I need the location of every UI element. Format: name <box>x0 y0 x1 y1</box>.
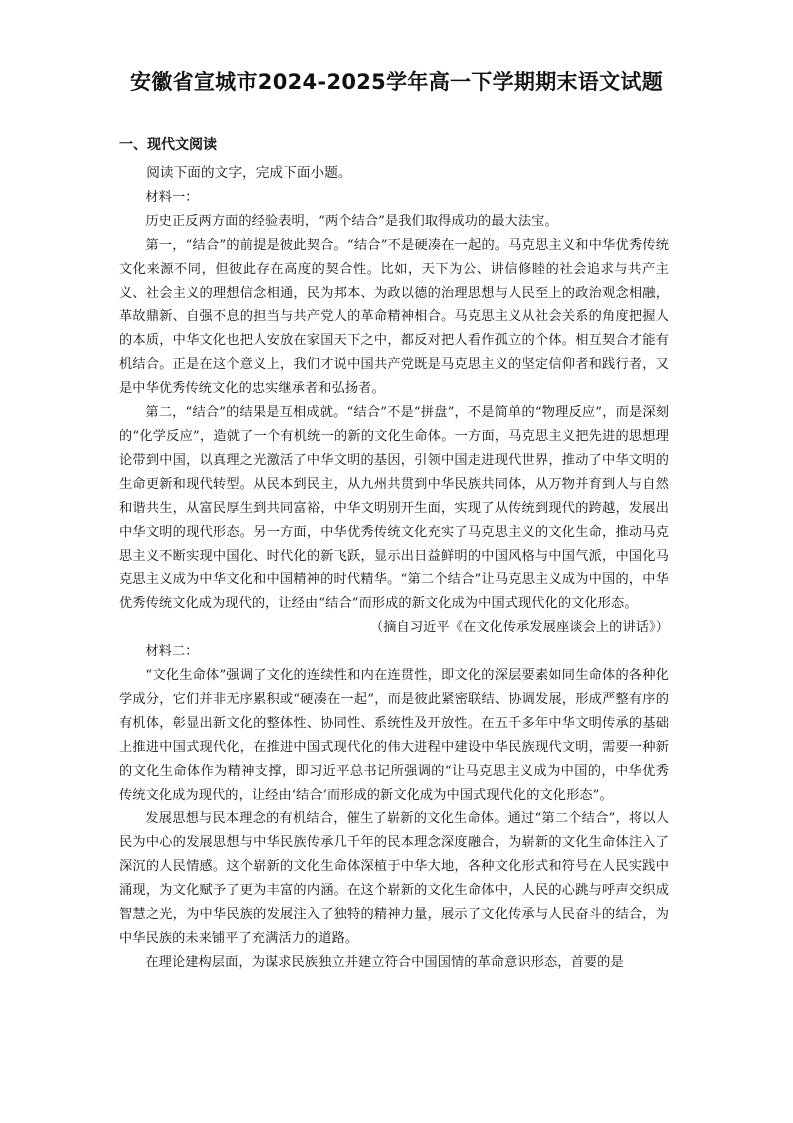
material-2-label: 材料二： <box>145 644 199 660</box>
material-2-paragraph: 发展思想与民本理念的有机结合，催生了崭新的文化生命体。通过“第二个结合”，将以人民为中心的发展思想与中华民族传承几千年的民本理念深度融合，为崭新的文化生命体注入了深沉的人民情感。这个崭新的文化生命体深植于中华大地，各种文化形式和符号在人民实践中涌现，为文化赋予了更为丰富的内涵。在这个崭新的文化生命体中，人民的心跳与呼声交织成智慧之光，为中华民族的发展注入了独特的精神力量，展示了文化传承与人民奋斗的结合，为中华民族的未来铺平了充满活力的道路。 <box>119 811 669 946</box>
instruction-text: 阅读下面的文字，完成下面小题。 <box>146 165 352 181</box>
material-1-paragraph: 第一，“结合”的前提是彼此契合。“结合”不是硬凑在一起的。马克思主义和中华优秀传统文化来源不同，但彼此存在高度的契合性。比如，天下为公、讲信修睦的社会追求与共产主义、社会主义的理想信念相通，民为邦本、为政以德的治理思想与人民至上的政治观念相融，革故鼎新、自强不息的担当与共产党人的革命精神相合。马克思主义从社会关系的角度把握人的本质，中华文化也把人安放在家国天下之中，都反对把人看作孤立的个体。相互契合才能有机结合。正是在这个意义上，我们才说中国共产党既是马克思主义的坚定信仰者和践行者，又是中华优秀传统文化的忠实继承者和弘扬者。 <box>119 237 669 397</box>
material-2-paragraph: “文化生命体”强调了文化的连续性和内在连贯性，即文化的深层要素如同生命体的各种化学成分，它们并非无序累积或“硬凑在一起”，而是彼此紧密联结、协调发展，形成严整有序的有机体，彰显出新文化的整体性、协同性、系统性及开放性。在五千多年中华文明传承的基础上推进中国式现代化，在推进中国式现代化的伟大进程中建设中华民族现代文明，需要一种新的文化生命体作为精神支撑，即习近平总书记所强调的“让马克思主义成为中国的，中华优秀传统文化成为现代的，让经由‘结合’而形成的新文化成为中国式现代化的文化形态”。 <box>119 668 669 803</box>
reading-passage <box>119 162 669 975</box>
material-1-source: （摘自习近平《在文化传承发展座谈会上的讲话》） <box>369 620 669 636</box>
material-1-label: 材料一： <box>145 189 199 205</box>
page-title: 安徽省宣城市2024-2025学年高一下学期期末语文试题 <box>129 70 663 94</box>
material-1-paragraph: 第二，“结合”的结果是互相成就。“结合”不是“拼盘”，不是简单的“物理反应”，而是深刻的“化学反应”，造就了一个有机统一的新的文化生命体。一方面，马克思主义把先进的思想理论带到中国，以真理之光激活了中华文明的基因，引领中国走进现代世界，推动了中华文明的生命更新和现代转型。从民本到民主，从九州共贯到中华民族共同体，从万物并育到人与自然和谐共生，从富民厚生到共同富裕，中华文明别开生面，实现了从传统到现代的跨越，发展出中华文明的现代形态。另一方面，中华优秀传统文化充实了马克思主义的文化生命，推动马克思主义不断实现中国化、时代化的新飞跃，显示出日益鲜明的中国风格与中国气派，中国化马克思主义成为中华文化和中国精神的时代精华。“第二个结合”让马克思主义成为中国的，中华优秀传统文化成为现代的，让经由“结合”而形成的新文化成为中国式现代化的文化形态。 <box>119 405 669 612</box>
material-2-paragraph: 在理论建构层面，为谋求民族独立并建立符合中国国情的革命意识形态，首要的是 <box>145 954 624 970</box>
section-heading: 一、现代文阅读 <box>119 137 217 153</box>
material-1-paragraph: 历史正反两方面的经验表明，“两个结合”是我们取得成功的最大法宝。 <box>145 213 558 229</box>
